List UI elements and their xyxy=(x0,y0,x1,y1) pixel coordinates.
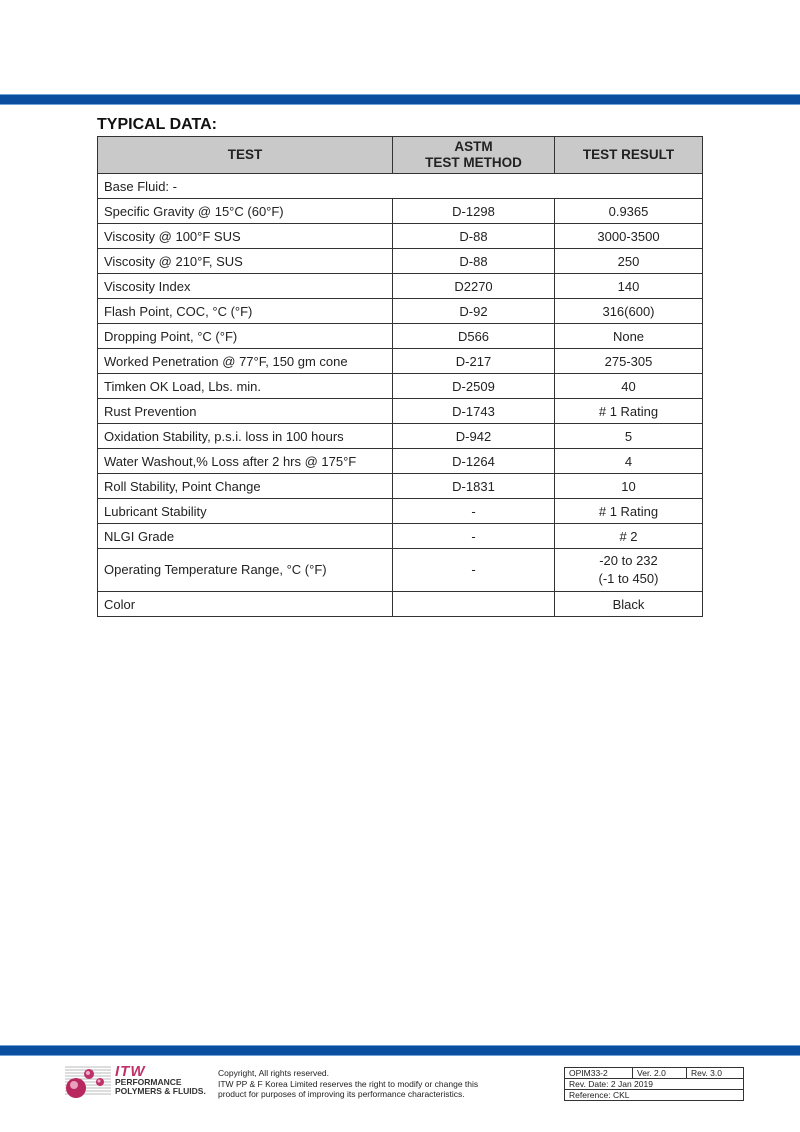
result-line2: (-1 to 450) xyxy=(598,571,659,586)
docinfo-row xyxy=(565,1079,744,1090)
itw-logo xyxy=(63,1064,213,1100)
cell-test: Worked Penetration @ 77°F, 150 gm cone xyxy=(98,349,393,374)
table-row-color xyxy=(98,592,703,617)
bottom-banner-bar xyxy=(0,1045,800,1056)
cell-method: - xyxy=(393,549,555,592)
cell-method: D-217 xyxy=(393,349,555,374)
header-method xyxy=(393,137,555,174)
table-row xyxy=(98,349,703,374)
cell-test: Color xyxy=(98,592,393,617)
table-row xyxy=(98,199,703,224)
cell-result: # 1 Rating xyxy=(555,399,703,424)
table-row xyxy=(98,424,703,449)
section-title: TYPICAL DATA: xyxy=(97,116,217,133)
table-row xyxy=(98,274,703,299)
cell-result: 40 xyxy=(555,374,703,399)
cell-result: Black xyxy=(555,592,703,617)
copyright-line: Copyright, All rights reserved. xyxy=(218,1068,330,1078)
cell-method: D-1743 xyxy=(393,399,555,424)
cell-test: Viscosity @ 210°F, SUS xyxy=(98,249,393,274)
table-row xyxy=(98,499,703,524)
cell-method: D-1264 xyxy=(393,449,555,474)
copyright-notice xyxy=(218,1068,478,1100)
typical-data-table xyxy=(97,136,703,617)
table-row xyxy=(98,449,703,474)
table-row-operating-temperature xyxy=(98,549,703,592)
cell-result: 275-305 xyxy=(555,349,703,374)
cell-method: D2270 xyxy=(393,274,555,299)
logo-line2: POLYMERS & FLUIDS. xyxy=(115,1086,206,1096)
cell-method: D-2509 xyxy=(393,374,555,399)
cell-method: D-1298 xyxy=(393,199,555,224)
table-row xyxy=(98,374,703,399)
cell-result xyxy=(555,549,703,592)
cell-result: # 2 xyxy=(555,524,703,549)
cell-result: 4 xyxy=(555,449,703,474)
cell-result: None xyxy=(555,324,703,349)
cell-result: # 1 Rating xyxy=(555,499,703,524)
cell-method: D-92 xyxy=(393,299,555,324)
cell-test: Dropping Point, °C (°F) xyxy=(98,324,393,349)
cell-result: 3000-3500 xyxy=(555,224,703,249)
header-result: TEST RESULT xyxy=(555,137,703,174)
table-row xyxy=(98,324,703,349)
header-method-line1: ASTM xyxy=(454,139,493,154)
cell-test: Oxidation Stability, p.s.i. loss in 100 hours xyxy=(98,424,393,449)
document-info-table xyxy=(564,1067,744,1101)
header-method-line2: TEST METHOD xyxy=(425,155,522,170)
cell-test: NLGI Grade xyxy=(98,524,393,549)
cell-method: D-88 xyxy=(393,249,555,274)
doc-version: Ver. 2.0 xyxy=(633,1068,687,1079)
docinfo-row xyxy=(565,1090,744,1101)
top-banner-bar xyxy=(0,94,800,105)
doc-revision: Rev. 3.0 xyxy=(686,1068,743,1079)
table-row xyxy=(98,399,703,424)
logo-text xyxy=(115,1078,206,1096)
table-row xyxy=(98,524,703,549)
cell-test: Operating Temperature Range, °C (°F) xyxy=(98,549,393,592)
header-test: TEST xyxy=(98,137,393,174)
doc-rev-date: Rev. Date: 2 Jan 2019 xyxy=(565,1079,744,1090)
cell-method: - xyxy=(393,524,555,549)
cell-result: 5 xyxy=(555,424,703,449)
group-label: Base Fluid: - xyxy=(98,174,703,199)
cell-result: 0.9365 xyxy=(555,199,703,224)
table-header-row xyxy=(98,137,703,174)
cell-test: Lubricant Stability xyxy=(98,499,393,524)
cell-test: Flash Point, COC, °C (°F) xyxy=(98,299,393,324)
cell-test: Water Washout,% Loss after 2 hrs @ 175°F xyxy=(98,449,393,474)
cell-method: D566 xyxy=(393,324,555,349)
logo-brand: ITW xyxy=(115,1063,146,1080)
cell-test: Roll Stability, Point Change xyxy=(98,474,393,499)
cell-method: D-1831 xyxy=(393,474,555,499)
cell-result: 10 xyxy=(555,474,703,499)
cell-test: Specific Gravity @ 15°C (60°F) xyxy=(98,199,393,224)
table-row xyxy=(98,249,703,274)
copyright-line: ITW PP & F Korea Limited reserves the right to modify or change this xyxy=(218,1078,479,1089)
docinfo-row xyxy=(565,1068,744,1079)
cell-test: Viscosity Index xyxy=(98,274,393,299)
result-line1: -20 to 232 xyxy=(599,553,658,568)
cell-method: D-942 xyxy=(393,424,555,449)
cell-test: Timken OK Load, Lbs. min. xyxy=(98,374,393,399)
logo-line1: PERFORMANCE xyxy=(115,1077,182,1087)
cell-test: Viscosity @ 100°F SUS xyxy=(98,224,393,249)
cell-test: Rust Prevention xyxy=(98,399,393,424)
doc-code: OPIM33-2 xyxy=(565,1068,633,1079)
cell-result: 316(600) xyxy=(555,299,703,324)
cell-result: 250 xyxy=(555,249,703,274)
doc-reference: Reference: CKL xyxy=(565,1090,744,1101)
table-row xyxy=(98,224,703,249)
cell-result: 140 xyxy=(555,274,703,299)
table-row xyxy=(98,474,703,499)
cell-method: D-88 xyxy=(393,224,555,249)
copyright-line: product for purposes of improving its performance characteristics. xyxy=(218,1089,465,1099)
cell-method xyxy=(393,592,555,617)
group-row-base-fluid xyxy=(98,174,703,199)
table-row xyxy=(98,299,703,324)
cell-method: - xyxy=(393,499,555,524)
